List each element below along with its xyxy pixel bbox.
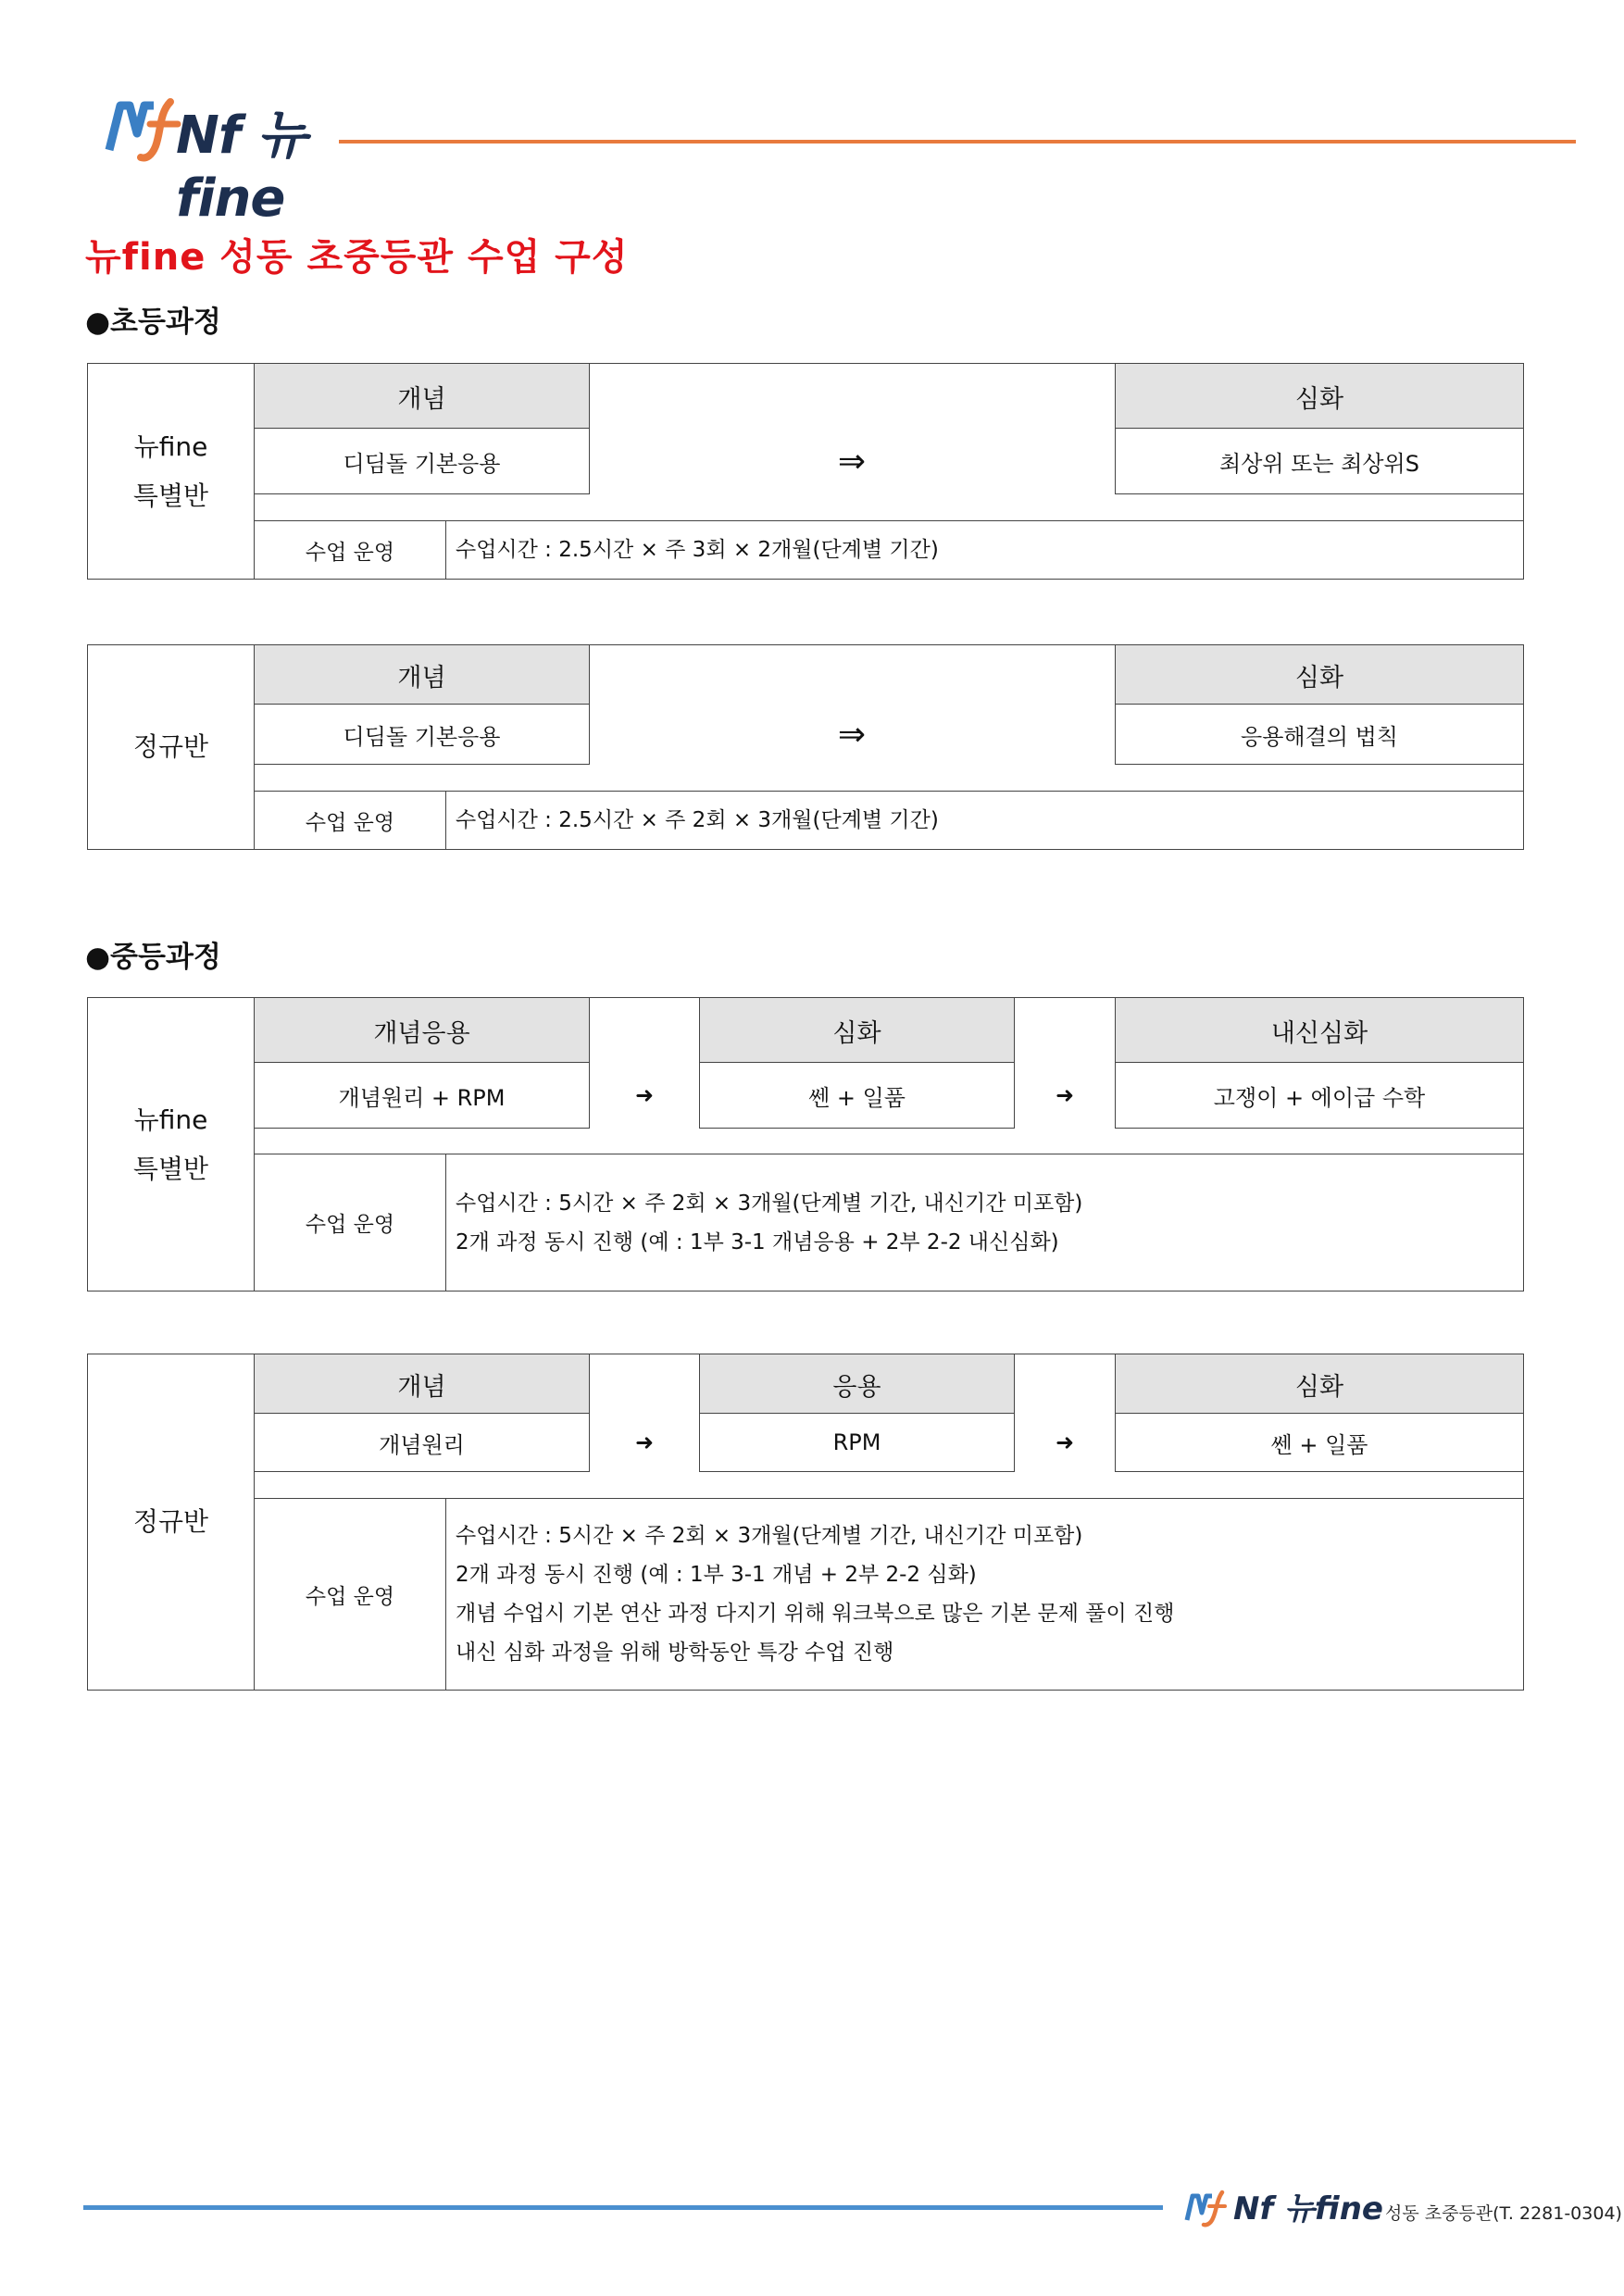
stage-body: RPM xyxy=(699,1413,1015,1472)
arrow-icon: ⇒ xyxy=(837,442,867,480)
operation-line: 내신 심화 과정을 위해 방학동안 특강 수업 진행 xyxy=(456,1641,894,1665)
operation-label: 수업 운영 xyxy=(255,521,446,579)
operation-line: 개념 수업시 기본 연산 과정 다지기 위해 워크북으로 많은 기본 문제 풀이 진행 xyxy=(456,1602,1175,1626)
operation-line: 수업시간 : 5시간 × 주 2회 × 3개월(단계별 기간, 내신기간 미포함) xyxy=(456,1524,1083,1548)
arrow-icon: ➜ xyxy=(634,1429,655,1455)
stage-head: 개념 xyxy=(254,363,590,430)
operation-label: 수업 운영 xyxy=(255,1154,446,1291)
class-name-line2: 특별반 xyxy=(132,480,209,511)
operation-line: 수업시간 : 2.5시간 × 주 3회 × 2개월(단계별 기간) xyxy=(456,538,939,562)
stage-head: 개념응용 xyxy=(254,997,590,1064)
arrow-icon: ⇒ xyxy=(837,715,867,754)
stage-body: 응용해결의 법칙 xyxy=(1115,704,1524,765)
stage-head: 심화 xyxy=(1115,644,1524,705)
header-logo xyxy=(104,85,346,229)
stage-head: 개념 xyxy=(254,1354,590,1415)
class-name-line1: 정규반 xyxy=(132,731,209,763)
stage-head: 응용 xyxy=(699,1354,1015,1415)
operation-line: 수업시간 : 2.5시간 × 주 2회 × 3개월(단계별 기간) xyxy=(456,808,939,832)
operation-label: 수업 운영 xyxy=(255,792,446,849)
class-name-line1: 정규반 xyxy=(132,1506,209,1538)
stage-head: 개념 xyxy=(254,644,590,705)
page-title: 뉴fine 성동 초중등관 수업 구성 xyxy=(85,236,629,279)
logo-wordmark: Nf 뉴fine xyxy=(176,106,306,229)
stage-body: 디딤돌 기본응용 xyxy=(254,704,590,765)
class-name-line1: 뉴fine xyxy=(133,1104,208,1135)
stage-head: 심화 xyxy=(699,997,1015,1064)
operation-row xyxy=(254,1154,1524,1292)
operation-text xyxy=(446,521,939,579)
operation-text xyxy=(446,1154,1082,1291)
middle-special-label xyxy=(87,997,255,1292)
stage-body: 개념원리 xyxy=(254,1413,590,1472)
stage-body: 쎈 + 일품 xyxy=(1115,1413,1524,1472)
operation-line: 2개 과정 동시 진행 (예 : 1부 3-1 개념응용 + 2부 2-2 내신심화) xyxy=(456,1229,1059,1254)
section-title-elementary: ●초등과정 xyxy=(85,306,221,339)
stage-body: 개념원리 + RPM xyxy=(254,1062,590,1129)
footer-branch-text: 성동 초중등관(T. 2281-0304) xyxy=(1384,2203,1622,2224)
class-name-line1: 뉴fine xyxy=(133,430,208,462)
operation-text xyxy=(446,792,939,849)
footer-divider xyxy=(83,2205,1163,2210)
footer-logo xyxy=(1183,2183,1622,2228)
stage-head: 심화 xyxy=(1115,363,1524,430)
operation-label: 수업 운영 xyxy=(255,1499,446,1690)
operation-text xyxy=(446,1499,1175,1690)
stage-head: 내신심화 xyxy=(1115,997,1524,1064)
footer-logo-nf-icon xyxy=(1183,2185,1231,2227)
operation-row xyxy=(254,1498,1524,1691)
operation-row xyxy=(254,791,1524,850)
arrow-icon: ➜ xyxy=(1055,1429,1075,1455)
class-name-line2: 특별반 xyxy=(132,1154,209,1184)
middle-regular-label xyxy=(87,1354,255,1691)
elementary-regular-label xyxy=(87,644,255,850)
elementary-special-label xyxy=(87,363,255,580)
stage-body: 쎈 + 일품 xyxy=(699,1062,1015,1129)
header-divider xyxy=(339,140,1576,144)
stage-head: 심화 xyxy=(1115,1354,1524,1415)
stage-body: 고쟁이 + 에이급 수학 xyxy=(1115,1062,1524,1129)
operation-line: 수업시간 : 5시간 × 주 2회 × 3개월(단계별 기간, 내신기간 미포함) xyxy=(456,1191,1083,1216)
section-title-middle: ●중등과정 xyxy=(85,941,221,974)
footer-wordmark: Nf 뉴fine xyxy=(1233,2190,1383,2227)
arrow-icon: ➜ xyxy=(1055,1082,1075,1108)
operation-line: 2개 과정 동시 진행 (예 : 1부 3-1 개념 + 2부 2-2 심화) xyxy=(456,1563,977,1587)
stage-body: 디딤돌 기본응용 xyxy=(254,428,590,494)
arrow-icon: ➜ xyxy=(634,1082,655,1108)
operation-row xyxy=(254,520,1524,580)
stage-body: 최상위 또는 최상위S xyxy=(1115,428,1524,494)
